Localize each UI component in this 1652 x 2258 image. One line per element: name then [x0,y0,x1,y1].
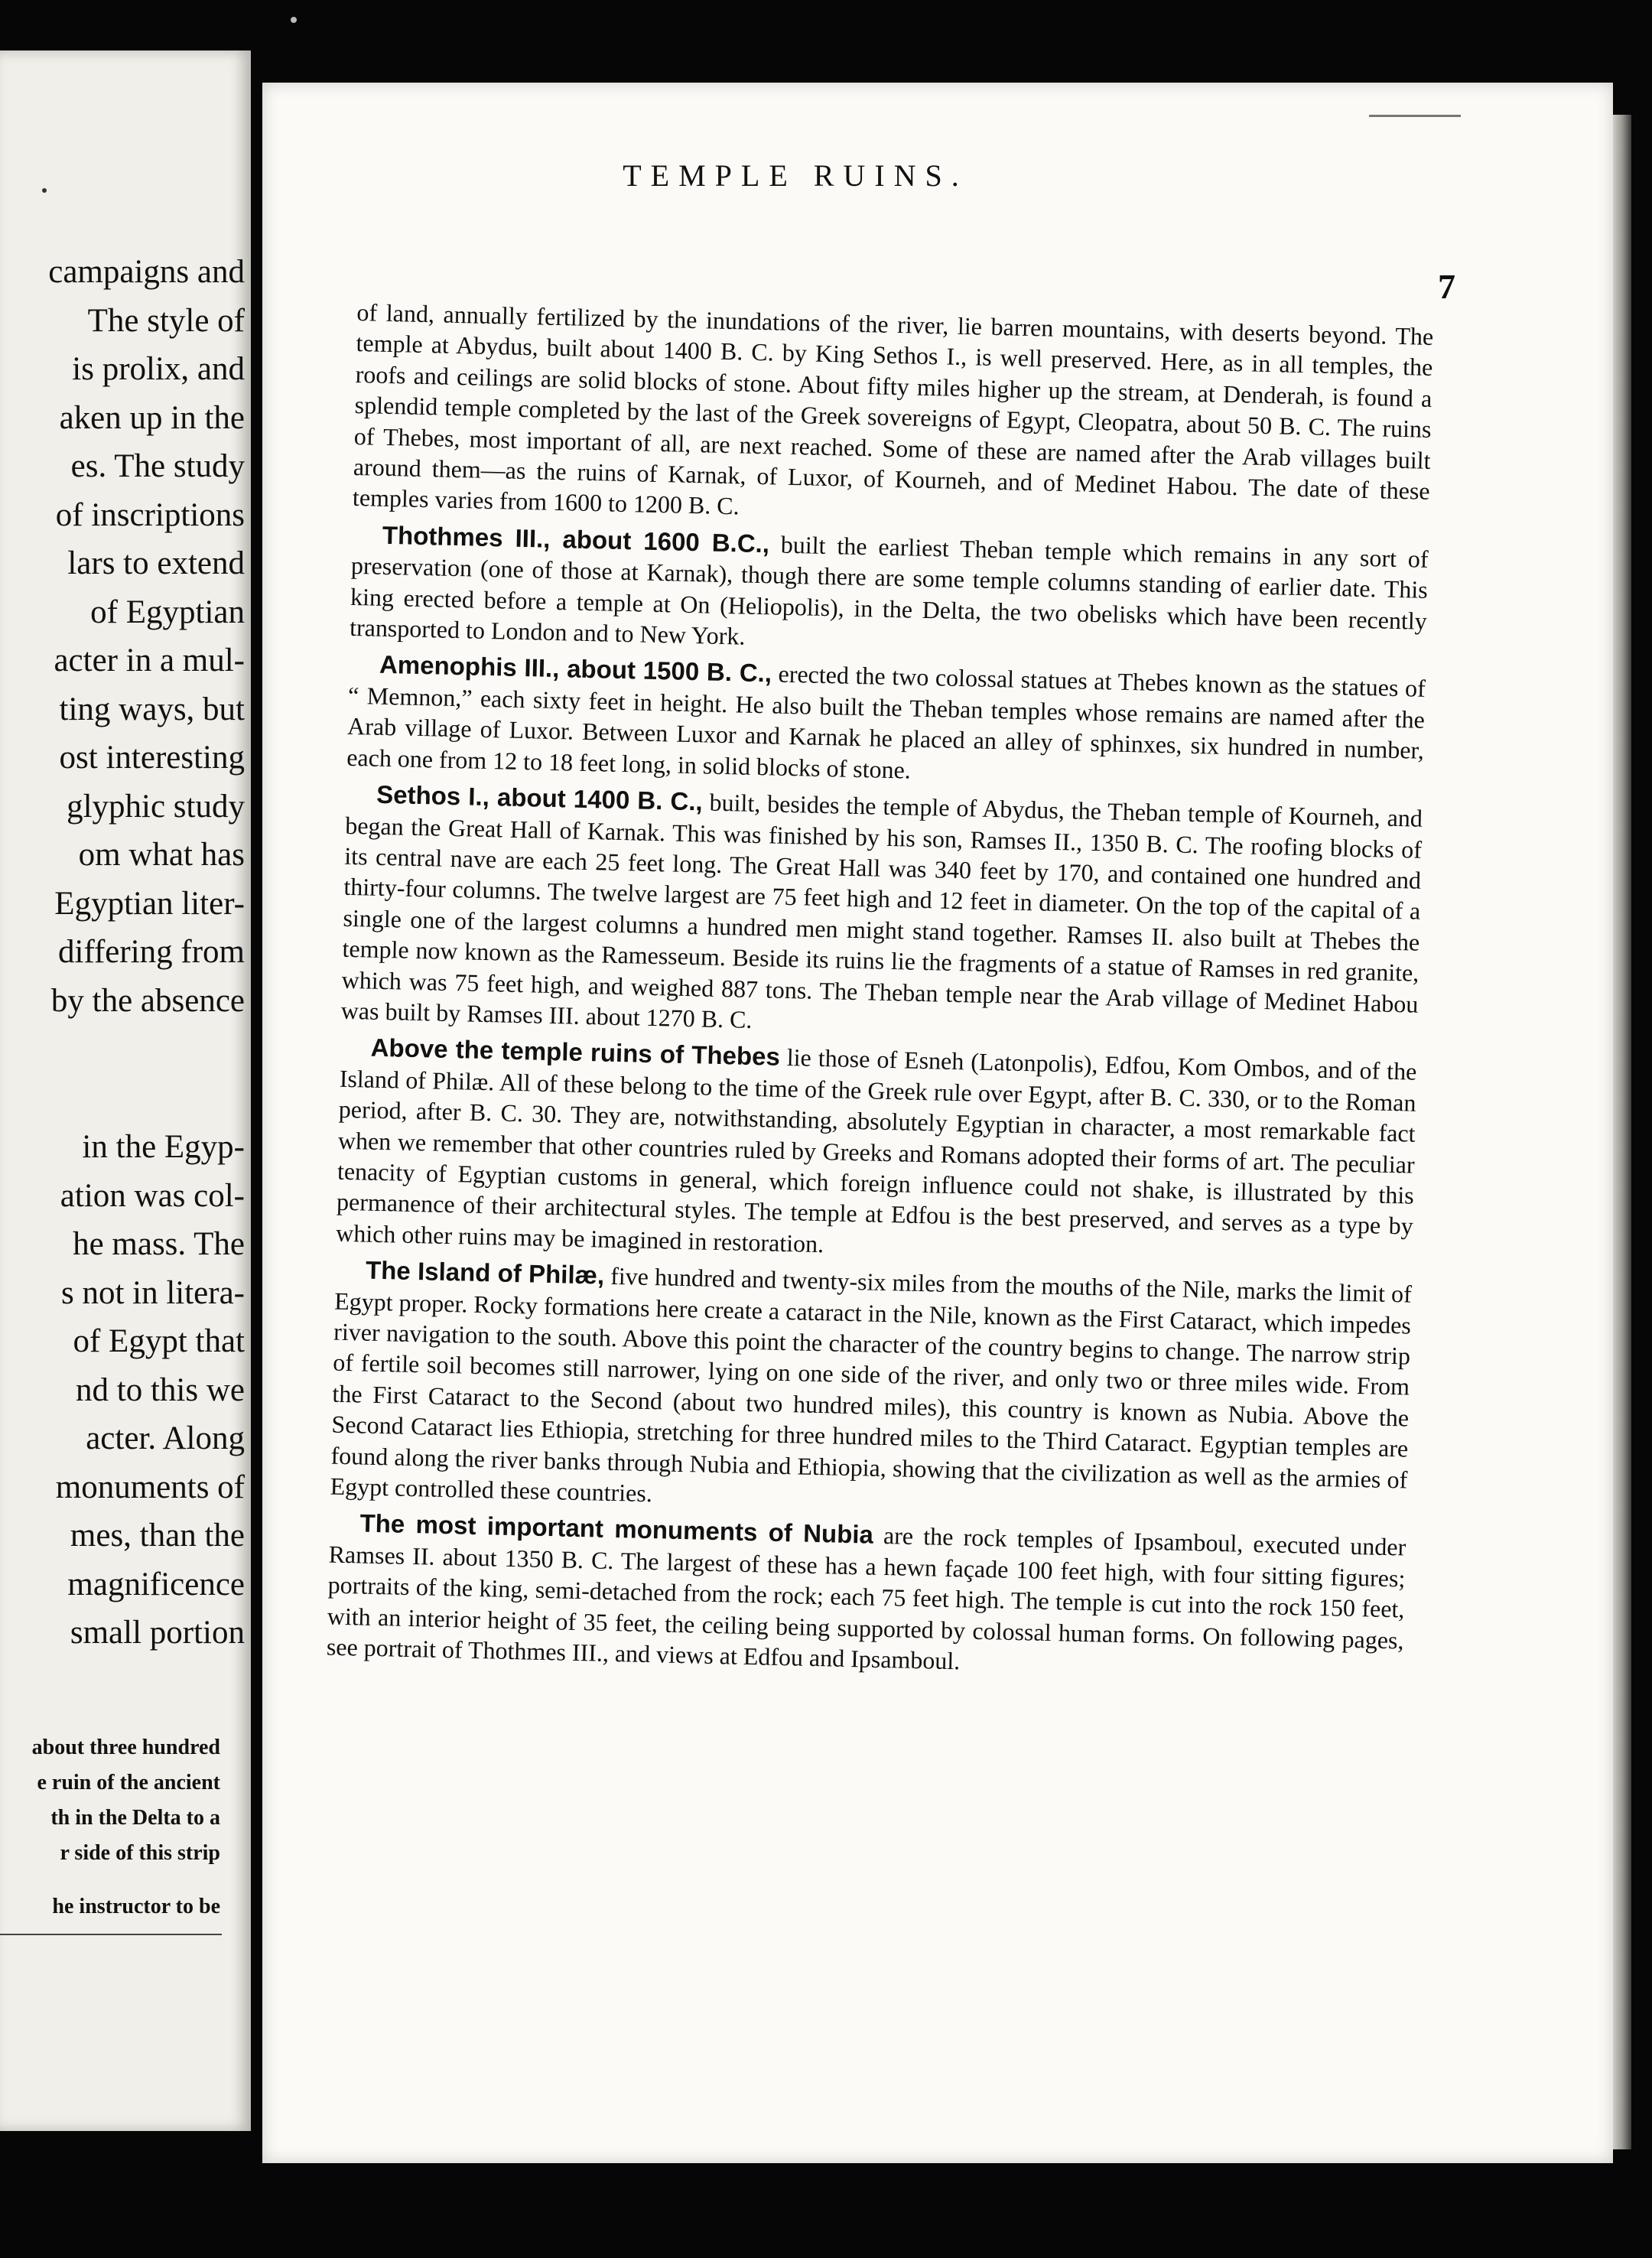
paragraph-philae [330,1254,1412,1526]
footnote-rule [0,1934,222,1935]
left-page-line: magnificence [67,1566,245,1602]
left-page-fragment [0,50,251,2131]
paragraph-nubia [326,1508,1406,1687]
left-footnote-line: e ruin of the ancient [37,1771,220,1794]
left-page-line: campaigns and [48,254,245,290]
paragraph-lead: Thothmes III., about 1600 B.C., [382,520,770,558]
left-page-line: om what has [78,837,245,873]
left-page-line: nd to this we [76,1371,245,1408]
left-page-line: he mass. The [73,1226,245,1262]
left-page-line: monuments of [55,1469,245,1505]
left-page-line: acter. Along [86,1420,245,1456]
left-page-line: by the absence [50,982,245,1019]
left-page-line: Egyptian liter- [54,885,245,922]
left-page-line: ation was col- [60,1177,245,1214]
paragraph-text: built the earliest Theban temple which remains in any sort of preservation (one of those at Karnak), though there are some temple columns standing of earlier date. This king erected before a temple at On (Heliopolis), in the Delta, the two obelisks which have been recently transported to London and to New York. [349,530,1429,650]
corner-mark [1369,115,1461,117]
paragraph-lead: Above the temple ruins of Thebes [370,1033,781,1072]
left-page-line: aken up in the [59,399,245,436]
paragraph-text: five hundred and twenty-six miles from the mouths of the Nile, marks the limit of Egypt proper. Rocky formations here create a cataract in the Nile, known as the First Cataract, which impedes river navigation to the south. Above this point the character of the country begins to change. The narrow strip of fertile soil becomes still narrower, lying on one side of the river, and only two or three miles wide. From the First Cataract to the Second (about two hundred miles), this country is known as Nubia. Above the Second Cataract lies Ethiopia, stretching for three hundred miles to the Third Cataract. Egyptian temples are found along the river banks through Nubia and Ethiopia, showing that the civilization as well as the armies of Egypt controlled these countries. [330,1261,1413,1508]
left-page-line: small portion [70,1615,245,1651]
left-footnote-line: about three hundred [31,1736,220,1759]
paragraph-lead: Amenophis III., about 1500 B. C., [379,650,772,688]
left-page-line: of Egyptian [90,594,245,630]
paragraph-lead: Sethos I., about 1400 B. C., [376,779,704,816]
ink-mark [42,188,47,193]
paragraph-lead: The Island of Philæ, [365,1255,605,1290]
left-page-line: s not in litera- [60,1274,245,1311]
running-head: TEMPLE RUINS. [623,158,968,193]
paragraph-text: lie those of Esneh (Latonpolis), Edfou, Kom Ombos, and of the Island of Philæ. All of these belong to the time of the Greek rule over Egypt, after B. C. 330, or to the Roman period, after B. C. 30. They are, notwithstanding, absolutely Egyptian in character, a most remarkable fact when we remember that other countries ruled by Greeks and Romans adopted their forms of art. The peculiar tenacity of Egyptian customs in general, which foreign influence could not shake, is illustrated by this permanence of their architectural styles. The temple at Edfou is the best preserved, and serves as a type by which other ruins may be imagined in restoration. [335,1043,1417,1258]
paragraph-text: are the rock temples of Ipsamboul, executed under Ramses II. about 1350 B. C. The largest of these has a hewn façade 100 feet high, with four sitting figures; portraits of the king, semi-detached from the rock; each 75 feet high. The temple is cut into the rock 150 feet, with an interior height of 35 feet, the ceiling being supported by colossal human forms. On following pages, see portrait of Thothmes III., and views at Edfou and Ipsamboul. [326,1521,1406,1675]
paragraph-above-thebes [336,1032,1417,1273]
page-number: 7 [1438,267,1455,306]
left-page-line: es. The study [70,448,245,484]
left-footnote-line: he instructor to be [52,1895,220,1918]
paragraph-amenophis [346,649,1426,797]
paragraph-sethos [340,779,1423,1050]
left-page-line: mes, than the [70,1518,245,1554]
left-page-line: The style of [87,302,245,339]
left-page-line: differing from [58,934,245,970]
left-page-line: acter in a mul- [54,643,245,678]
left-page-line: ting ways, but [59,691,245,727]
paragraph-text: of land, annually fertilized by the inundations of the river, lie barren mountains, with deserts beyond. The temple at Abydus, built about 1400 B. C. by King Sethos I., is well preserved. Here, as in all temples, the roofs and ceilings are solid blocks of stone. About fifty miles higher up the stream, at Denderah, is found a splendid temple completed by the last of the Greek sovereigns of Egypt, Cleopatra, about 50 B. C. The ruins of Thebes, most important of all, are next reached. Some of these are named after the Arab villages built around them—as the ruins of Karnak, of Luxor, of Kourneh, and of Medinet Habou. The date of these temples varies from 1600 to 1200 B. C. [352,298,1434,520]
left-footnote-line: r side of this strip [60,1841,220,1865]
left-page-line: ost interesting [59,740,245,776]
paragraph-lead: The most important monuments of Nubia [359,1508,874,1550]
left-page-line: in the Egyp- [82,1129,245,1165]
scan-speck [291,17,297,23]
left-page-line: is prolix, and [72,351,245,387]
paragraph-thothmes [350,519,1429,668]
left-page-line: glyphic study [67,788,245,825]
paragraph-text: erected the two colossal statues at Thebes known as the statues of “ Memnon,” each sixty feet in height. He also built the Theban temples whose remains are named after the Arab village of Luxor. Between Luxor and Karnak he placed an alley of sphinxes, six hundred in number, each one from 12 to 18 feet long, in solid blocks of stone. [346,659,1426,784]
left-page-line: of inscriptions [55,496,245,533]
paragraph-continued [353,297,1434,538]
body-text [326,297,1433,1687]
paragraph-text: built, besides the temple of Abydus, the Theban temple of Kourneh, and began the Great Hall of Karnak. This was finished by his son, Ramses II., 1350 B. C. The roofing blocks of its central nave are each 25 feet long. The Great Hall was 340 feet by 170, and contained one hundred and thirty-four columns. The twelve largest are 75 feet high and 12 feet in diameter. On the top of the capital of a single one of the largest columns a hundred men might stand together. Ramses II. also built at Thebes the temple now known as the Ramesseum. Beside its ruins lie the fragments of a statue of Ramses in red granite, which was 75 feet high, and weighed 887 tons. The Theban temple near the Arab village of Medinet Habou was built by Ramses III. about 1270 B. C. [340,788,1423,1033]
left-page-line: lars to extend [67,545,245,581]
left-page-line: of Egypt that [73,1323,245,1359]
left-footnote-line: th in the Delta to a [50,1806,220,1830]
page-edge-shadow [1613,115,1631,2149]
